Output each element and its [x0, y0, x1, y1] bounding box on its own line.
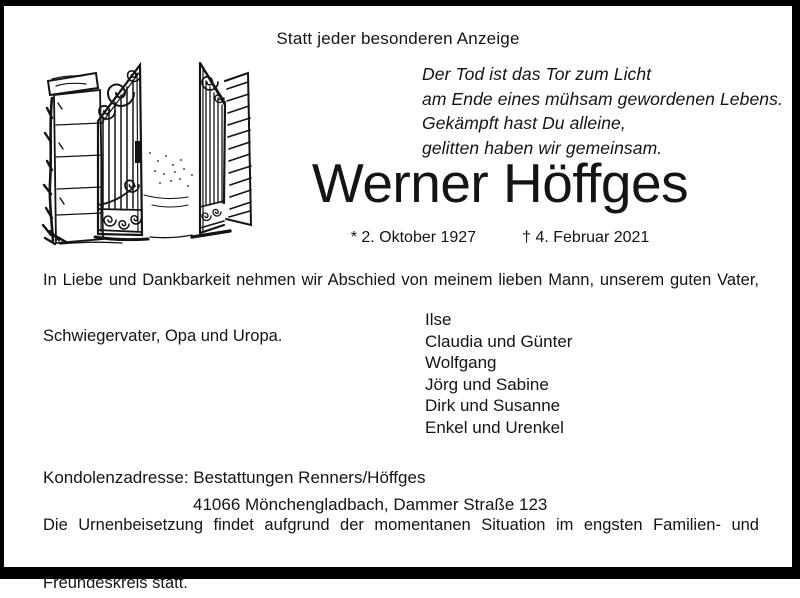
- poem: [422, 62, 783, 160]
- condolence-line-1: Kondolenzadresse: Bestattungen Renners/Höffges: [43, 468, 426, 487]
- mourner-name: Claudia und Günter: [425, 331, 573, 351]
- condolence-address: [43, 464, 547, 518]
- closing-paragraph: [43, 511, 759, 598]
- mourner-name: Wolfgang: [425, 353, 497, 373]
- mourner-name: Jörg und Sabine: [425, 374, 549, 394]
- open-gate-illustration: [40, 53, 254, 253]
- poem-line: gelitten haben wir gemeinsam.: [422, 137, 663, 158]
- condolence-line-2: 41066 Mönchengladbach, Dammer Straße 123: [193, 495, 548, 514]
- header-line: Statt jeder besonderen Anzeige: [276, 29, 520, 48]
- birth-date: * 2. Oktober 1927: [350, 229, 477, 246]
- mourner-name: Dirk und Susanne: [425, 396, 561, 416]
- farewell-paragraph: [43, 266, 759, 350]
- poem-line: Gekämpft hast Du alleine,: [422, 113, 626, 134]
- life-dates: [300, 227, 700, 249]
- closing-line: Freundeskreis statt.: [43, 574, 188, 592]
- farewell-line: Schwiegervater, Opa und Uropa.: [43, 327, 283, 345]
- mourners-list: [425, 309, 572, 439]
- poem-line: am Ende eines mühsam gewordenen Lebens.: [422, 88, 783, 109]
- poem-line: Der Tod ist das Tor zum Licht: [422, 64, 652, 84]
- mourner-name: Enkel und Urenkel: [425, 417, 564, 437]
- death-date: † 4. Februar 2021: [522, 229, 650, 246]
- closing-line: Die Urnenbeisetzung findet aufgrund der momentanen Situation im engsten Familien- und: [43, 516, 759, 534]
- farewell-line: In Liebe und Dankbarkeit nehmen wir Abschied von meinem lieben Mann, unserem guten Vater,: [43, 271, 759, 289]
- mourner-name: Ilse: [425, 310, 452, 329]
- deceased-name: Werner Höffges: [311, 152, 689, 214]
